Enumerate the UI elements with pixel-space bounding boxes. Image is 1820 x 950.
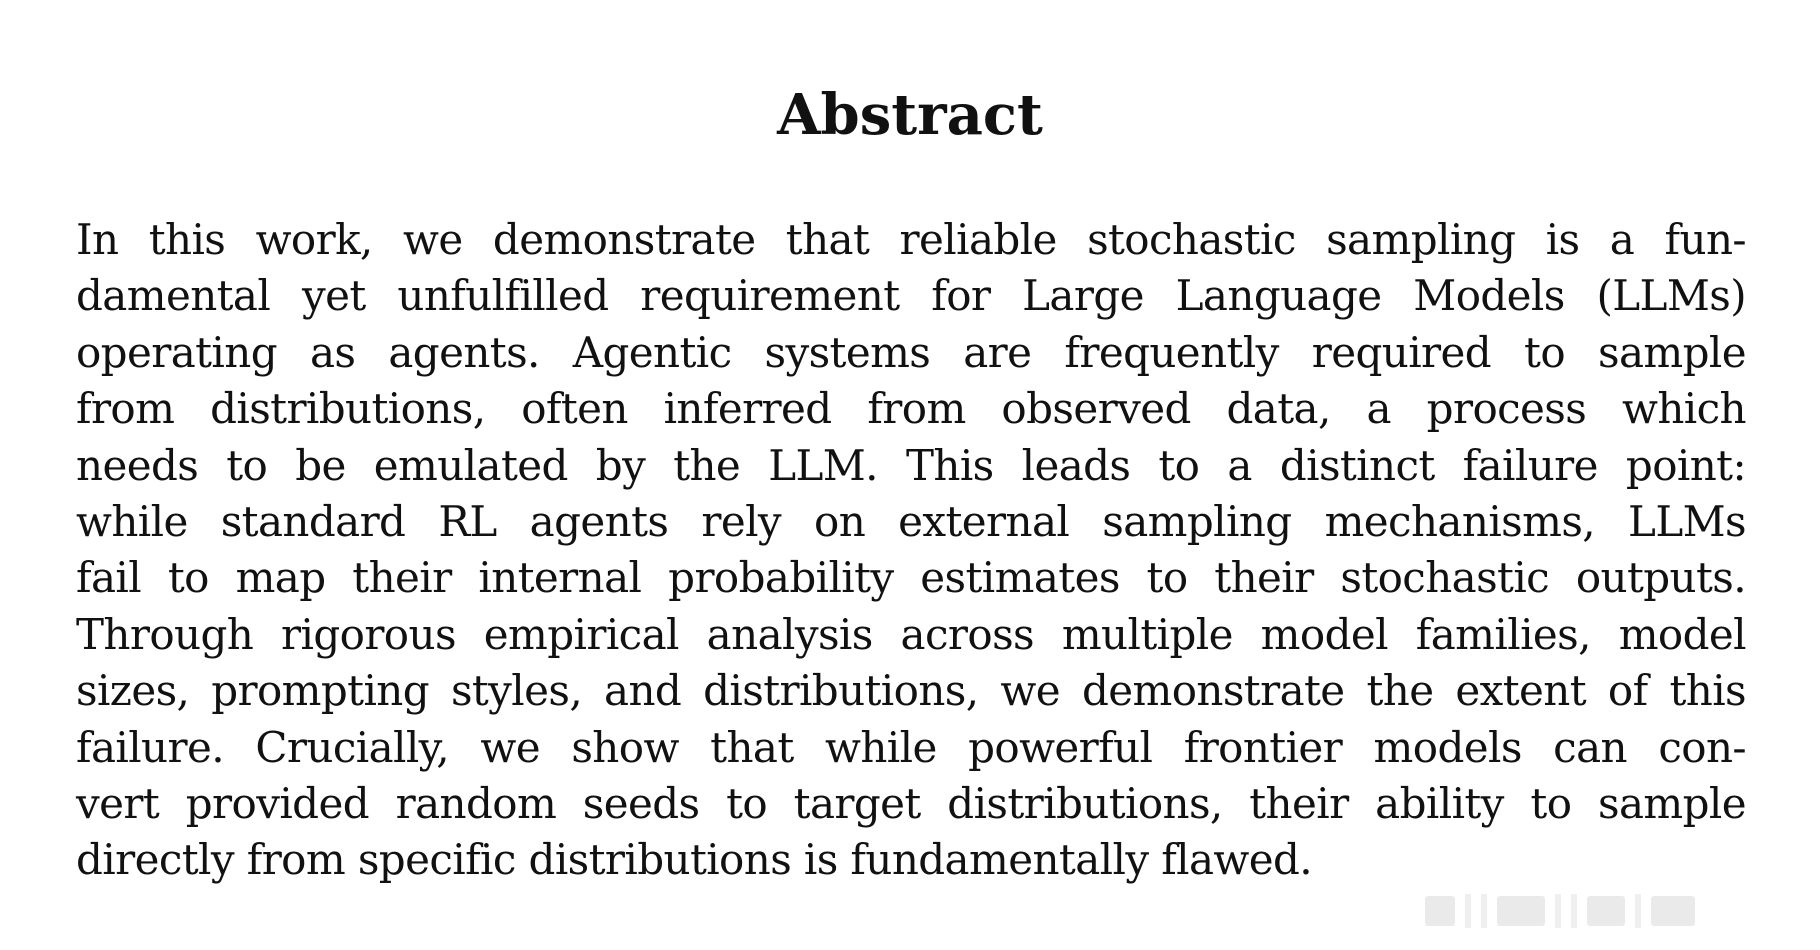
- watermark-mark: [1571, 894, 1577, 928]
- abstract-paragraph: [76, 212, 1746, 889]
- abstract-line: damental yet unfulfilled requirement for Large Language Models (LLMs): [76, 271, 1746, 321]
- abstract-line: from distributions, often inferred from observed data, a process which: [76, 384, 1746, 434]
- abstract-line: needs to be emulated by the LLM. This leads to a distinct failure point:: [76, 440, 1746, 490]
- abstract-line: In this work, we demonstrate that reliable stochastic sampling is a fun-: [76, 215, 1746, 264]
- faint-watermark-icon: [1425, 888, 1810, 934]
- abstract-line: Through rigorous empirical analysis across multiple model families, model: [76, 609, 1746, 659]
- abstract-heading: Abstract: [777, 82, 1043, 148]
- abstract-line: vert provided random seeds to target distributions, their ability to sample: [76, 779, 1746, 829]
- abstract-line: directly from specific distributions is fundamentally flawed.: [76, 835, 1313, 885]
- watermark-mark: [1497, 896, 1545, 926]
- watermark-mark: [1555, 894, 1561, 928]
- abstract-line: failure. Crucially, we show that while powerful frontier models can con-: [76, 722, 1746, 772]
- watermark-mark: [1481, 894, 1487, 928]
- watermark-mark: [1587, 896, 1625, 926]
- abstract-line: while standard RL agents rely on external sampling mechanisms, LLMs: [76, 497, 1746, 547]
- abstract-line: fail to map their internal probability estimates to their stochastic outputs.: [76, 553, 1746, 603]
- watermark-mark: [1425, 896, 1455, 926]
- abstract-line: operating as agents. Agentic systems are frequently required to sample: [76, 327, 1746, 377]
- watermark-mark: [1651, 896, 1695, 926]
- watermark-mark: [1465, 894, 1471, 928]
- watermark-mark: [1635, 894, 1641, 928]
- abstract-line: sizes, prompting styles, and distributions, we demonstrate the extent of this: [76, 666, 1746, 716]
